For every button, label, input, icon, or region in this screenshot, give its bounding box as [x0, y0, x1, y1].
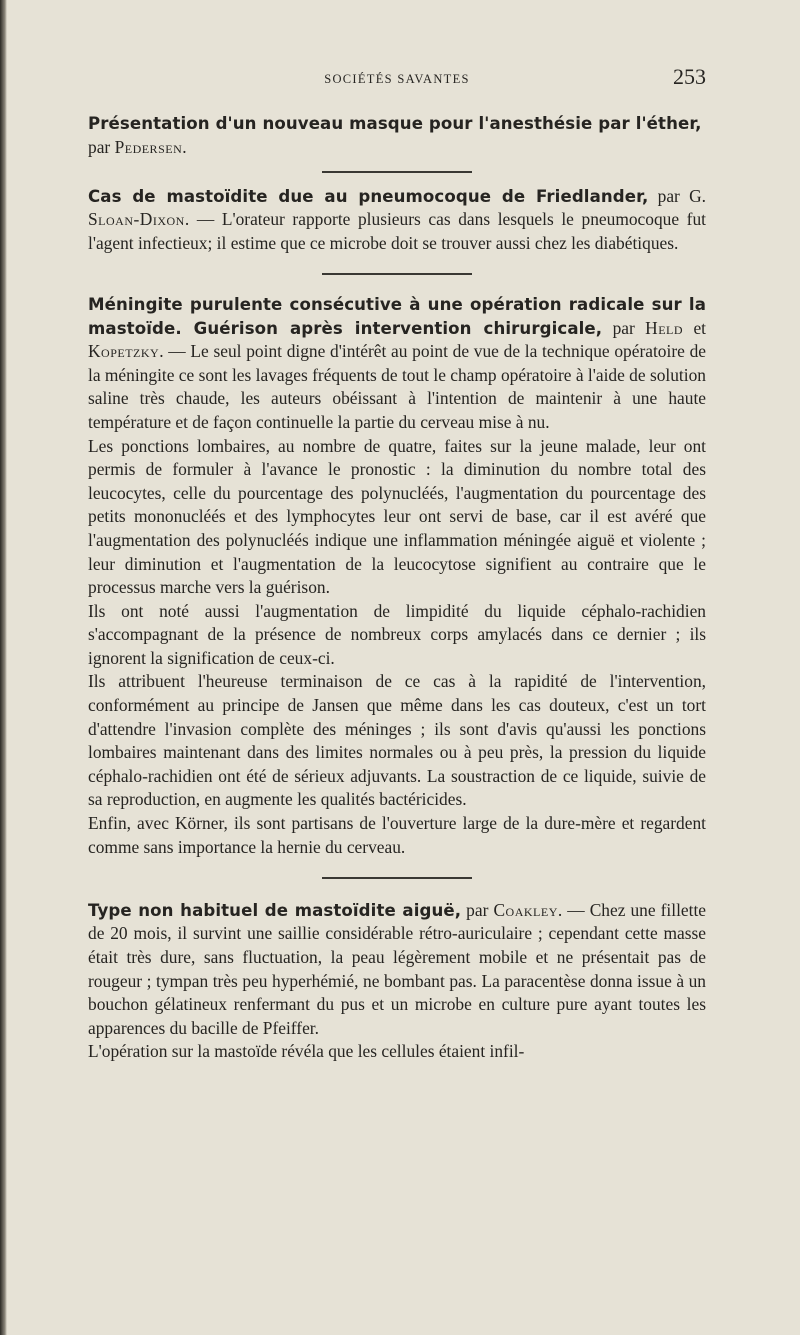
body-paragraph: Ils attribuent l'heureuse terminaison de ce cas à la rapidité de l'intervention, conformément au principe de Jansen que même dans les cas douteux, c'est un tort d'attendre l'invasion complète des méninges ; ils sont d'avis qu'aussi les ponctions lombaires maintenant dans des limites normales ou à peu près, la pression du liquide céphalo-rachidien ont été de sérieux adjuvants. La soustraction de ce liquide, suivie de sa reproduction, en augmente les qualités bactéricides.	[88, 671, 706, 810]
body-paragraph: Enfin, avec Körner, ils sont partisans de l'ouverture large de la dure-mère et regardent comme sans importance la hernie du cerveau.	[88, 813, 706, 857]
body-paragraph: Ils ont noté aussi l'augmentation de limpidité du liquide céphalo-rachidien s'accompagnant de la présence de nombreux corps amylacés dans ce dernier ; ils ignorent la signification de ceux-ci.	[88, 600, 706, 668]
article-paragraph	[88, 112, 706, 159]
article-paragraph	[88, 899, 706, 1041]
page-header	[88, 64, 706, 94]
article-title: Type non habituel de mastoïdite aiguë,	[88, 900, 462, 920]
article-mastoidite-aigue	[88, 899, 706, 1064]
article-paragraph	[88, 293, 706, 435]
section-divider	[322, 877, 472, 879]
article-title: Cas de mastoïdite due au pneumocoque de Friedlander,	[88, 186, 649, 206]
byline-prefix: par	[602, 317, 646, 338]
article-paragraph	[88, 185, 706, 256]
article-title: Présentation d'un nouveau masque pour l'anesthésie par l'éther,	[88, 114, 702, 133]
byline-prefix: par	[461, 899, 494, 920]
author-name: Sloan-Dixon	[88, 209, 185, 230]
page-number: 253	[673, 64, 706, 89]
article-mastoidite-friedlander	[88, 185, 706, 256]
author-name: Coakley	[493, 899, 558, 920]
author-name: Held	[645, 317, 684, 338]
byline-prefix: par G.	[648, 185, 706, 206]
byline-join: et	[683, 317, 706, 338]
article-masque-anesthesie	[88, 112, 706, 159]
page-content	[88, 112, 706, 1064]
author-name: Kopetzky	[88, 341, 160, 362]
article-lead-text: . — L'orateur rapporte plusieurs cas dans lesquels le pneumocoque fut l'agent infectieux; il estime que ce microbe doit se trouver aussi chez les diabétiques.	[88, 209, 706, 253]
article-lead-text: . — Chez une fillette de 20 mois, il survint une saillie considérable rétro-auriculaire ; cependant cette masse était très dure, sans fluctuation, la peau légèrement mobile et ne présentait pas de rougeur ; tympan très peu hyperhémié, ne bombant pas. La paracentèse donna issue à un bouchon gélatineux renfermant du pus et un microbe en culture pure ayant toutes les apparences du bacille de Pfeiffer.	[88, 899, 706, 1038]
body-paragraph: L'opération sur la mastoïde révéla que les cellules étaient infil-	[88, 1041, 525, 1062]
article-title: Méningite purulente consécutive à une opération radicale sur la mastoïde. Guérison après intervention chirurgicale,	[88, 294, 706, 338]
article-meningite-purulente	[88, 293, 706, 859]
section-divider	[322, 273, 472, 275]
byline-prefix: par	[88, 136, 115, 157]
author-name: Pedersen.	[114, 136, 188, 157]
page-binding-edge	[0, 0, 7, 1335]
running-head: SOCIÉTÉS SAVANTES	[324, 72, 470, 86]
section-divider	[322, 171, 472, 173]
article-lead-text: . — Le seul point digne d'intérêt au point de vue de la technique opératoire de la méningite ce sont les lavages fréquents de tout le champ opératoire à l'aide de solution saline très chaude, les auteurs obéissant à l'intention de maintenir à une haute température et de façon continuelle la partie du cerveau mise à nu.	[88, 341, 706, 432]
body-paragraph: Les ponctions lombaires, au nombre de quatre, faites sur la jeune malade, leur ont permis de formuler à l'avance le pronostic : la diminution du nombre total des leucocytes, celle du pourcentage des polynucléés, l'augmentation du pourcentage des petits mononucléés et des lymphocytes leur ont servi de base, car il est avéré que l'augmentation des polynucléés indique une inflammation méningée aiguë et violente ; leur diminution et l'augmentation de la leucocytose signifient au contraire que le processus marche vers la guérison.	[88, 435, 706, 598]
